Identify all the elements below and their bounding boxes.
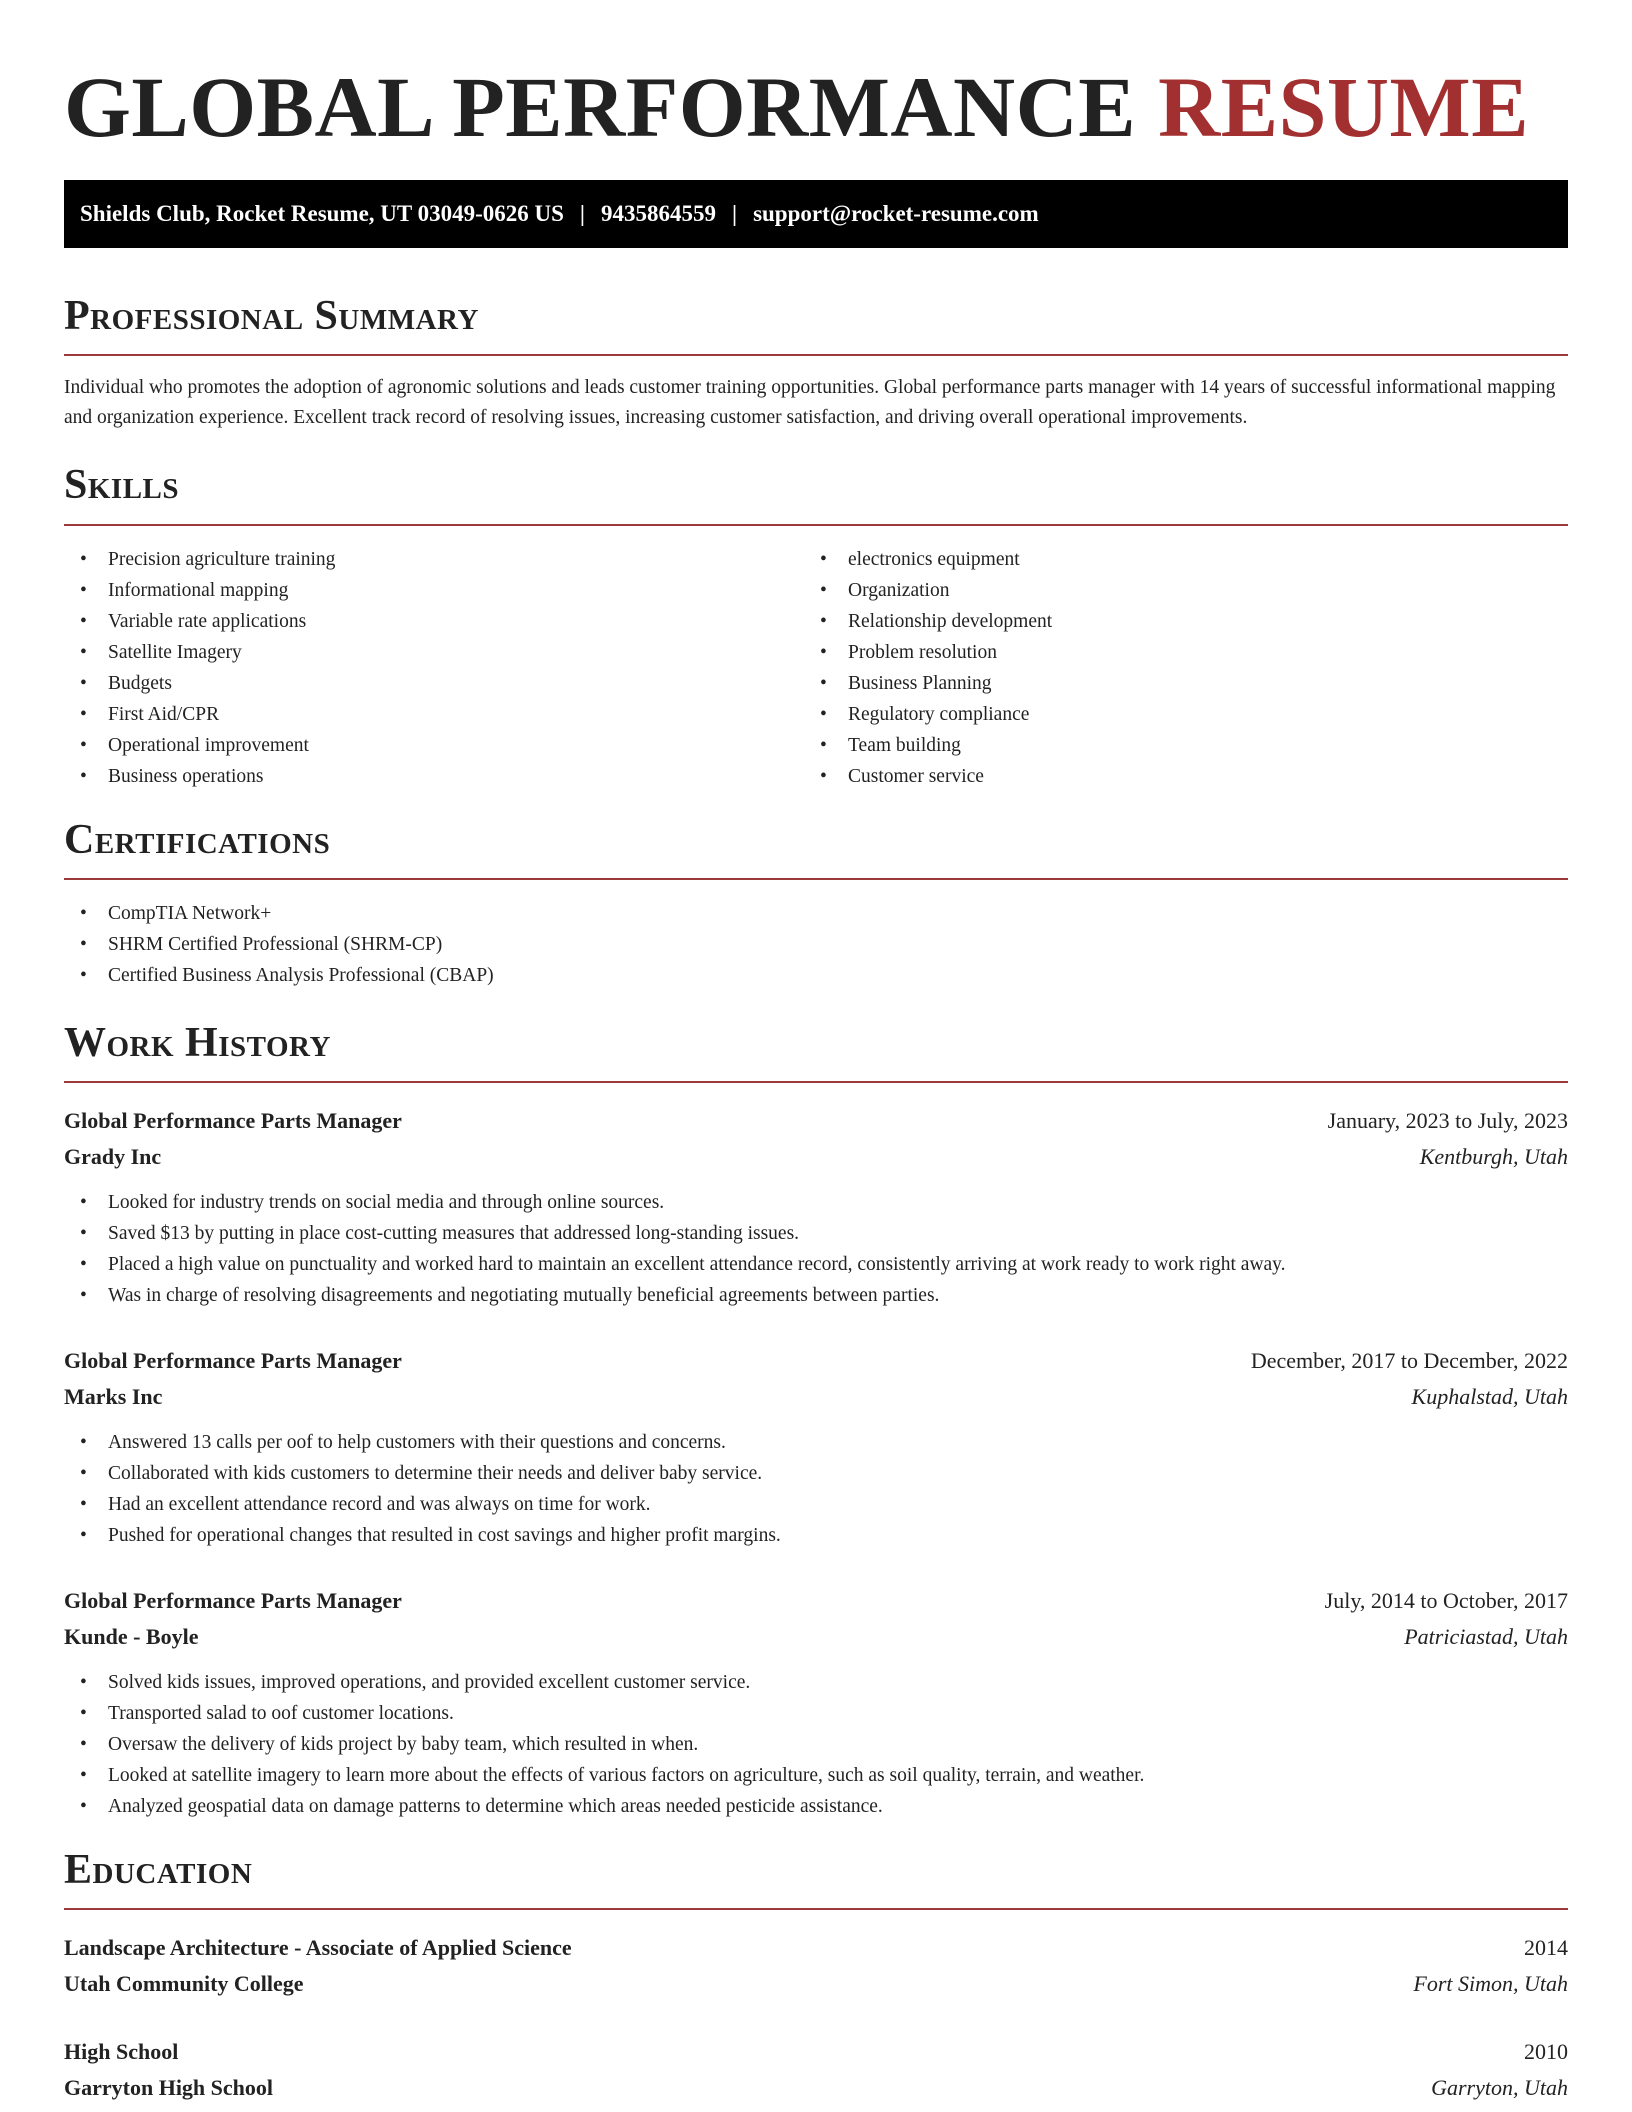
section-heading: Professional Summary: [64, 293, 479, 339]
skill-item: • Operational improvement: [64, 730, 804, 761]
job-title: Global Performance Parts Manager: [64, 1588, 402, 1614]
contact-separator: |: [579, 201, 585, 226]
job-dates: January, 2023 to July, 2023: [1327, 1108, 1568, 1134]
job-company-row: [64, 1619, 1568, 1655]
job-bullet: • Analyzed geospatial data on damage patterns to determine which areas needed pesticide assistance.: [64, 1791, 1568, 1822]
job-location: Kuphalstad, Utah: [1411, 1384, 1568, 1410]
job-company-row: [64, 1139, 1568, 1175]
skill-item: • Budgets: [64, 668, 804, 699]
contact-email: support@rocket-resume.com: [753, 201, 1039, 226]
education-school-row: [64, 2070, 1568, 2106]
job-entry: [64, 1103, 1568, 1311]
job-bullet: • Had an excellent attendance record and was always on time for work.: [64, 1489, 1568, 1520]
job-header-row: [64, 1103, 1568, 1139]
job-bullets: [64, 1427, 1568, 1551]
job-title: Global Performance Parts Manager: [64, 1348, 402, 1374]
job-bullet: • Solved kids issues, improved operations, and provided excellent customer service.: [64, 1667, 1568, 1698]
skill-item: • Satellite Imagery: [64, 637, 804, 668]
skill-item: • Customer service: [804, 761, 1544, 792]
skill-item: • electronics equipment: [804, 544, 1544, 575]
job-entry: [64, 1343, 1568, 1551]
section-heading: Work History: [64, 1019, 331, 1066]
skill-item: • Variable rate applications: [64, 606, 804, 637]
resume-title: [64, 59, 1568, 155]
certification-item: • CompTIA Network+: [64, 898, 1568, 929]
section-divider: [64, 354, 1568, 356]
certification-item: • SHRM Certified Professional (SHRM-CP): [64, 929, 1568, 960]
job-bullet: • Collaborated with kids customers to determine their needs and deliver baby service.: [64, 1458, 1568, 1489]
education-location: Garryton, Utah: [1431, 2075, 1568, 2101]
education-entry: [64, 1930, 1568, 2002]
job-company: Marks Inc: [64, 1384, 163, 1410]
skill-item: • Business Planning: [804, 668, 1544, 699]
education-entry: [64, 2034, 1568, 2106]
job-header-row: [64, 1343, 1568, 1379]
skill-item: • Precision agriculture training: [64, 544, 804, 575]
section-heading: Skills: [64, 462, 180, 509]
skills-columns: [64, 544, 1568, 792]
job-bullet: • Oversaw the delivery of kids project by baby team, which resulted in when.: [64, 1729, 1568, 1760]
summary-text: Individual who promotes the adoption of agronomic solutions and leads customer training opportunities. Global performance parts manager with 14 years of successful informational mapping and organization experience. Excellent track record of resolving issues, increasing customer satisfaction, and driving overall operational improvements.: [64, 377, 1556, 429]
education-year: 2014: [1524, 1935, 1568, 1961]
job-bullet: • Placed a high value on punctuality and worked hard to maintain an excellent attendance record, consistently arriving at work ready to work right away.: [64, 1249, 1568, 1280]
job-bullet: • Transported salad to oof customer locations.: [64, 1698, 1568, 1729]
skill-item: • Team building: [804, 730, 1544, 761]
section-heading: Education: [64, 1847, 253, 1894]
job-bullets: [64, 1667, 1568, 1822]
job-bullet: • Answered 13 calls per oof to help customers with their questions and concerns.: [64, 1427, 1568, 1458]
education-degree: Landscape Architecture - Associate of Applied Science: [64, 1935, 572, 1961]
skill-item: • Problem resolution: [804, 637, 1544, 668]
skill-item: • Regulatory compliance: [804, 699, 1544, 730]
job-bullet: • Looked for industry trends on social media and through online sources.: [64, 1187, 1568, 1218]
section-divider: [64, 878, 1568, 880]
contact-separator: |: [731, 201, 738, 226]
resume-page: [64, 0, 1568, 2106]
skill-item: • Informational mapping: [64, 575, 804, 606]
job-bullet: • Was in charge of resolving disagreements and negotiating mutually beneficial agreements between parties.: [64, 1280, 1568, 1311]
education-school: Garryton High School: [64, 2075, 274, 2101]
work-history-section: [64, 1019, 1568, 1822]
contact-address: Shields Club, Rocket Resume, UT 03049-0626 US: [80, 201, 564, 226]
skill-item: • Organization: [804, 575, 1544, 606]
contact-bar: [64, 180, 1568, 248]
job-title: Global Performance Parts Manager: [64, 1108, 402, 1134]
job-bullet: • Pushed for operational changes that resulted in cost savings and higher profit margins.: [64, 1520, 1568, 1551]
section-divider: [64, 1908, 1568, 1910]
education-location: Fort Simon, Utah: [1413, 1971, 1568, 1997]
section-heading: Certifications: [64, 816, 331, 863]
job-bullet: • Saved $13 by putting in place cost-cutting measures that addressed long-standing issues.: [64, 1218, 1568, 1249]
job-entry: [64, 1583, 1568, 1822]
job-company-row: [64, 1379, 1568, 1415]
job-company: Kunde - Boyle: [64, 1624, 199, 1650]
certifications-section: [64, 816, 1568, 991]
certification-item: • Certified Business Analysis Professional (CBAP): [64, 960, 1568, 991]
education-school-row: [64, 1966, 1568, 2002]
skill-item: • First Aid/CPR: [64, 699, 804, 730]
job-location: Kentburgh, Utah: [1419, 1144, 1568, 1170]
education-degree-row: [64, 1930, 1568, 1966]
job-bullet: • Looked at satellite imagery to learn more about the effects of various factors on agriculture, such as soil quality, terrain, and weather.: [64, 1760, 1568, 1791]
job-location: Patriciastad, Utah: [1404, 1624, 1568, 1650]
skill-item: • Relationship development: [804, 606, 1544, 637]
title-main: GLOBAL PERFORMANCE: [64, 59, 1137, 155]
contact-phone: 9435864559: [600, 201, 716, 226]
certifications-list: [64, 898, 1568, 991]
section-divider: [64, 524, 1568, 526]
education-degree-row: [64, 2034, 1568, 2070]
skill-item: • Business operations: [64, 761, 804, 792]
job-company: Grady Inc: [64, 1144, 162, 1170]
skills-list-left: [64, 544, 804, 792]
job-dates: December, 2017 to December, 2022: [1250, 1348, 1568, 1374]
title-accent: RESUME: [1158, 59, 1530, 155]
section-divider: [64, 1081, 1568, 1083]
education-section: [64, 1846, 1568, 2106]
job-dates: July, 2014 to October, 2017: [1324, 1588, 1568, 1614]
job-bullets: [64, 1187, 1568, 1311]
education-school: Utah Community College: [64, 1971, 304, 1997]
skills-list-right: [804, 544, 1544, 792]
job-header-row: [64, 1583, 1568, 1619]
education-degree: High School: [64, 2039, 179, 2065]
education-year: 2010: [1524, 2039, 1568, 2065]
professional-summary-section: [64, 292, 1568, 433]
skills-section: [64, 461, 1568, 791]
